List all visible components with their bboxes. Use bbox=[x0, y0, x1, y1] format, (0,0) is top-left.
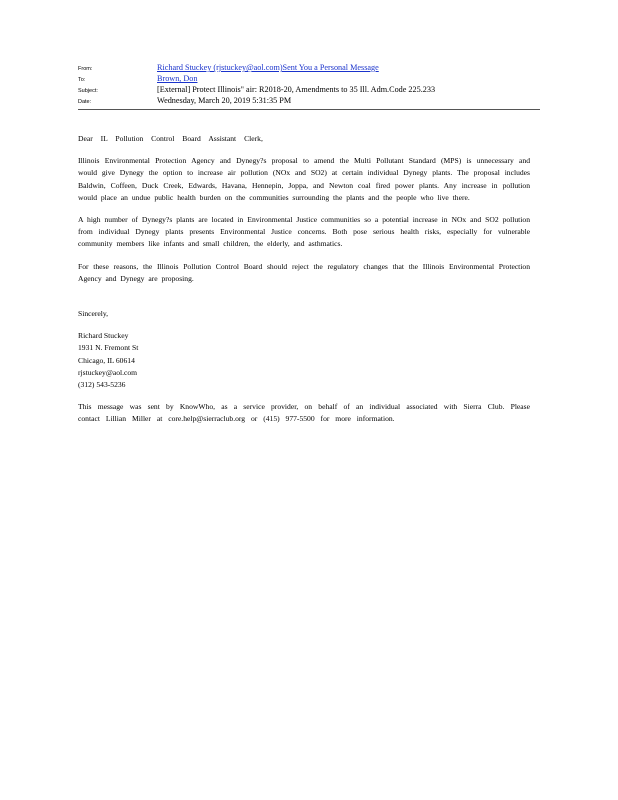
email-header bbox=[78, 62, 540, 106]
from-label: From: bbox=[78, 66, 93, 72]
email-body bbox=[78, 133, 530, 426]
to-row bbox=[78, 73, 540, 84]
subject-row bbox=[78, 84, 540, 95]
body-paragraph-2: A high number of Dynegy?s plants are located in Environmental Justice communities so a potential increase in NOx and SO2 pollution from individual Dynegy plants presents Environmental Justice concerns. Both pose serious health risks, especially for vulnerable community members like infants and small children, the elderly, and asthmatics. bbox=[78, 215, 530, 249]
body-paragraph-1: Illinois Environmental Protection Agency and Dynegy?s proposal to amend the Multi Pollutant Standard (MPS) is unnecessary and would give Dynegy the option to increase air pollution (NOx and SO2) at certain individual Dynegy plants. The proposal includes Baldwin, Coffeen, Duck Creek, Edwards, Havana, Hennepin, Joppa, and Newton coal fired power plants. Any increase in pollution would place an undue public health burden on the communities surrounding the plants and the people who live there. bbox=[78, 156, 530, 202]
signature-email: rjstuckey@aol.com bbox=[78, 367, 138, 377]
signature-block bbox=[78, 330, 530, 391]
subject-label: Subject: bbox=[78, 88, 98, 94]
greeting: Dear IL Pollution Control Board Assistant Clerk, bbox=[78, 134, 263, 143]
date-value: Wednesday, March 20, 2019 5:31:35 PM bbox=[157, 96, 292, 105]
header-divider bbox=[78, 109, 540, 110]
date-row bbox=[78, 95, 540, 106]
signature-phone: (312) 543-5236 bbox=[78, 380, 126, 390]
to-recipient-link[interactable]: Brown, Don bbox=[157, 74, 198, 83]
to-label: To: bbox=[78, 77, 86, 83]
disclaimer: This message was sent by KnowWho, as a service provider, on behalf of an individual associated with Sierra Club. Please contact Lillian Miller at core.help@sierraclub.org or (415) 977-5500 for more information. bbox=[78, 402, 530, 424]
body-paragraph-3: For these reasons, the Illinois Pollution Control Board should reject the regulatory changes that the Illinois Environmental Protection Agency and Dynegy are proposing. bbox=[78, 261, 530, 283]
date-label: Date: bbox=[78, 99, 92, 105]
signature-name: Richard Stuckey bbox=[78, 331, 129, 341]
from-sender-link[interactable]: Richard Stuckey (rjstuckey@aol.com)Sent You a Personal Message bbox=[157, 63, 379, 72]
closing: Sincerely, bbox=[78, 309, 109, 319]
signature-street: 1931 N. Fremont St bbox=[78, 343, 139, 353]
subject-value: [External] Protect Illinois" air: R2018-20, Amendments to 35 Ill. Adm.Code 225.233 bbox=[157, 85, 436, 94]
from-row bbox=[78, 62, 540, 73]
signature-city: Chicago, IL 60614 bbox=[78, 355, 135, 365]
